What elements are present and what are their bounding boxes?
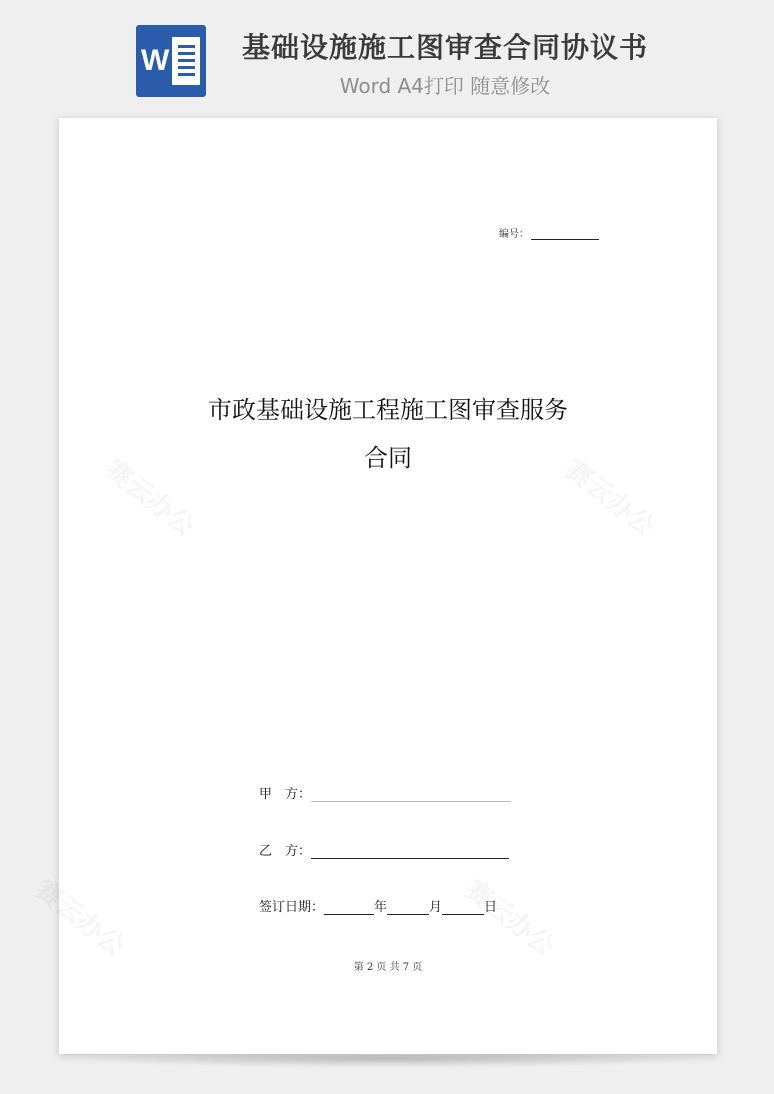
document-title [59,386,717,482]
party-a-field [259,783,511,802]
party-b-field [259,840,509,859]
month-label: 月 [429,900,443,915]
year-blank[interactable] [324,902,374,915]
day-blank[interactable] [442,902,484,915]
title-line-1: 市政基础设施工程施工图审查服务 [208,396,568,424]
document-page [59,118,717,1054]
word-letter: W [141,44,170,77]
sign-date-field [259,896,497,915]
serial-label: 编号： [499,229,529,240]
serial-blank[interactable] [531,229,599,240]
page-number-footer: 第 2 页 共 7 页 [353,962,423,973]
watermark [29,870,134,963]
party-a-label: 甲 方： [259,787,312,802]
word-icon [136,25,206,97]
sign-date-label: 签订日期： [259,900,325,915]
party-a-blank[interactable] [311,789,511,802]
title-line-2: 合同 [364,444,412,472]
serial-number-field [499,225,599,240]
watermark [459,870,564,963]
year-label: 年 [374,900,388,915]
month-blank[interactable] [387,902,429,915]
day-label: 日 [484,900,498,915]
header-subtitle: Word A4打印 随意修改 [339,74,551,98]
party-b-label: 乙 方： [259,844,312,859]
header-banner [0,0,774,110]
party-b-blank[interactable] [311,846,509,859]
header-title: 基础设施施工图审查合同协议书 [241,31,648,64]
